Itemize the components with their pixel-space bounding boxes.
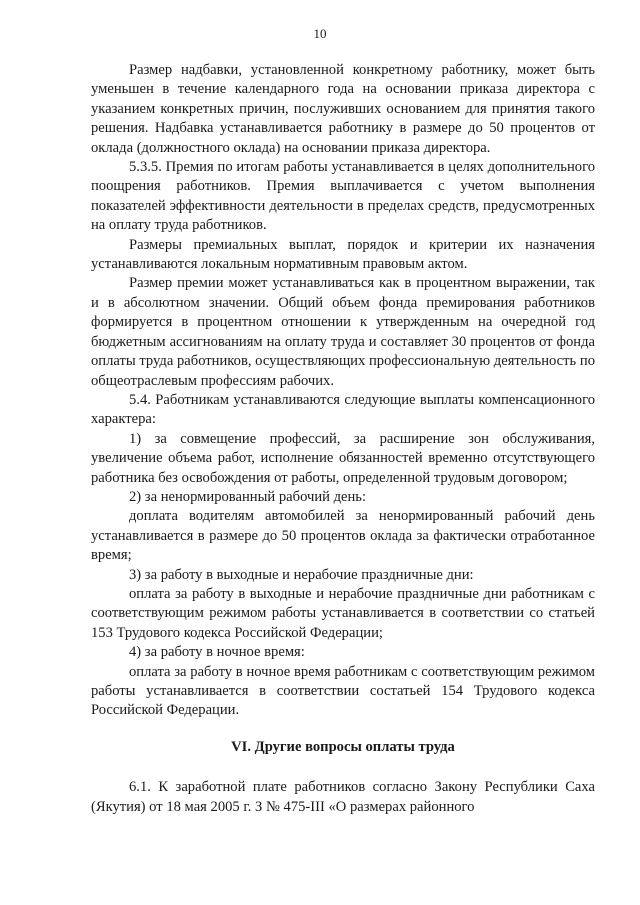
list-item-2-irregular-day: 2) за ненормированный рабочий день:	[129, 488, 367, 505]
paragraph-bonus-reduction: Размер надбавки, установленной конкретному работнику, может быть уменьшен в течение календарного года на основании приказа директора с указанием конкретных причин, послуживших основанием для принятия такого решения. Надбавка устанавливается работнику в размере до 50 процентов от оклада (должностного оклада) на основании приказа директора.	[91, 62, 595, 156]
paragraph-5-3-5-premium: 5.3.5. Премия по итогам работы устанавливается в целях дополнительного поощрения работников. Премия выплачивается с учетом выполнения показателей эффективности деятельности в пределах средств, предусмотренных на оплату труда работников.	[91, 159, 595, 234]
paragraph-6-1: 6.1. К заработной плате работников согласно Закону Республики Саха (Якутия) от 18 мая 2005 г. З № 475-III «О размерах районного	[91, 779, 595, 815]
paragraph-holiday-payment: оплата за работу в выходные и нерабочие праздничные дни работникам с соответствующим режимом работы устанавливается в соответствии со статьей 153 Трудового кодекса Российской Федерации;	[91, 585, 595, 641]
paragraph-drivers-payment: доплата водителям автомобилей за ненормированный рабочий день устанавливается в размере до 50 процентов оклада за фактически отработанное время;	[91, 508, 595, 564]
paragraph-night-payment: оплата за работу в ночное время работникам с соответствующим режимом работы устанавливается в соответствии состатьей 154 Трудового кодекса Российской Федерации.	[91, 663, 595, 719]
paragraph-premium-sizes: Размеры премиальных выплат, порядок и критерии их назначения устанавливаются локальным нормативным правовым актом.	[91, 236, 595, 273]
list-item-3-holidays: 3) за работу в выходные и нерабочие праздничные дни:	[129, 566, 474, 583]
list-item-1-combination: 1) за совмещение профессий, за расширение зон обслуживания, увеличение объема работ, исполнение обязанностей временно отсутствующего работника без освобождения от работы, определенной трудовым договором;	[91, 430, 595, 486]
section-heading: VI. Другие вопросы оплаты труда	[231, 738, 455, 755]
paragraph-premium-fund: Размер премии может устанавливаться как в процентном выражении, так и в абсолютном значении. Общий объем фонда премирования работников формируется в процентном отношении к утвержденным на очередной год бюджетным ассигнованиям на оплату труда и составляет 30 процентов от фонда оплаты труда работников, осуществляющих профессиональную деятельность по общеотраслевым профессиям рабочих.	[91, 275, 595, 389]
list-item-4-night: 4) за работу в ночное время:	[129, 644, 305, 661]
document-body	[91, 61, 595, 817]
page-number: 10	[313, 26, 327, 41]
paragraph-5-4-compensation: 5.4. Работникам устанавливаются следующие выплаты компенсационного характера:	[91, 391, 595, 428]
